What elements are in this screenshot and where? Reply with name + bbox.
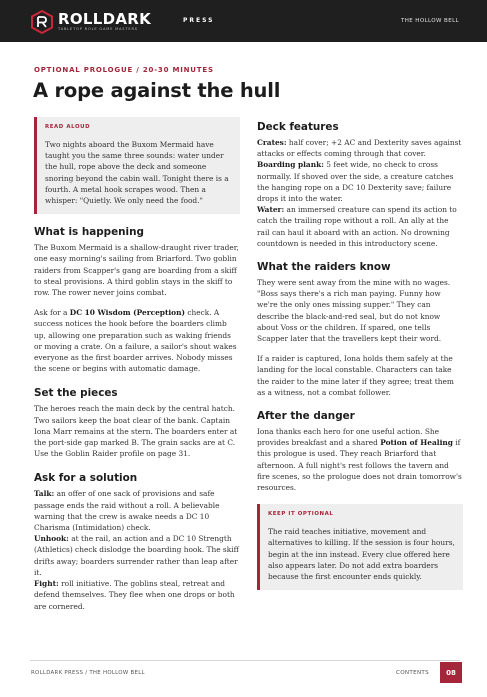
section-set-pieces (34, 386, 240, 459)
right-column (257, 117, 463, 590)
page-title: A rope against the hull (33, 79, 281, 102)
keep-optional-text: The raid teaches initiative, movement and alternatives to killing. If the session is four hours, begin at the inn instead. Every clue offered here also appears later. Do not add extra boarders because the first encounter ends quickly. (268, 527, 455, 582)
keep-optional-label: KEEP IT OPTIONAL (268, 511, 334, 518)
solution-fight: Fight: roll initiative. The goblins steal, retreat and defend themselves. They flee when one drops or both are cornered. (34, 579, 235, 611)
read-aloud-label: READ ALOUD (45, 124, 91, 130)
heading-raiders-know: What the raiders know (257, 261, 391, 274)
keep-optional-box (257, 504, 463, 590)
happening-paragraph-2: Ask for a DC 10 Wisdom (Perception) check. A success notices the hook before the boarders climb up, allowing one preparation such as waking friends or moving a crate. On a failure, a sailor's shout wakes everyone as the first boarder arrives. Nobody misses the scene or begins with automatic damage. (34, 308, 237, 374)
heading-set-pieces: Set the pieces (34, 387, 118, 400)
feature-boarding-plank: Boarding plank: 5 feet wide, no check to cross normally. If shoved over the side, a creature catches the hanging rope on a DC 10 Dexterity save; failure drops it into the water. (257, 160, 454, 204)
read-aloud-box (34, 117, 240, 214)
section-raiders-know (257, 260, 463, 398)
chapter-kicker: OPTIONAL PROLOGUE / 20-30 MINUTES (34, 66, 214, 74)
header-section: PRESS (183, 17, 215, 24)
feature-crates: Crates: half cover; +2 AC and Dexterity saves against attacks or effects coming through that cover. (257, 138, 462, 159)
after-danger-text: Iona thanks each hero for one useful action. She provides breakfast and a shared Potion of Healing if this prologue is used. They reach Briarford that afternoon. A full night's rest follows the tavern and fire scenes, so the prologue does not drain tomorrow's resources. (257, 427, 462, 493)
raiders-paragraph-2: If a raider is captured, Iona holds them safely at the landing for the local constable. Characters can take the raider to the mine later if they agree; treat them as a witness, not a combat follower. (257, 354, 454, 397)
rolldark-logo-icon (30, 10, 54, 34)
raiders-paragraph-1: They were sent away from the mine with no wages. "Boss says there's a rich man paying. Funny how we're the only ones missing supper." They can describe the black-and-red seal, but do not know about Voss or the children. If spared, one tells Scapper later that the travellers kept their word. (257, 278, 451, 344)
footer-book-credit: ROLLDARK PRESS / THE HOLLOW BELL (31, 670, 145, 676)
solution-talk: Talk: an offer of one sack of provisions and safe passage ends the raid without a roll. A believable warning that the crew is awake needs a DC 10 Charisma (Intimidation) check. (34, 489, 220, 533)
read-aloud-text: Two nights aboard the Buxom Mermaid have taught you the same three sounds: water under the hull, rope above the deck and someone snoring beyond the cabin wall. Tonight there is a fourth. A metal hook scrapes wood. Then a whisper: "Quietly. We only need the food." (45, 140, 229, 206)
feature-water: Water: an immersed creature can spend its action to catch the trailing rope without a roll. An ally at the rail can haul it aboard with an action. No drowning countdown is needed in this introductory scene. (257, 205, 457, 248)
left-column (34, 117, 240, 612)
section-solution (34, 471, 240, 611)
contents-link[interactable]: CONTENTS (396, 670, 429, 676)
solution-unhook: Unhook: at the rail, an action and a DC 10 Strength (Athletics) check dislodge the boarding hook. The skiff drifts away; boarders surrender rather than leap after it. (34, 534, 239, 577)
section-after-danger (257, 409, 463, 493)
brand-tagline: TABLETOP ROLE GAME MASTERS (58, 27, 138, 31)
brand-name: ROLLDARK (58, 10, 152, 28)
page-number-badge: 08 (440, 662, 462, 683)
section-deck-features (257, 120, 463, 249)
heading-what-is-happening: What is happening (34, 226, 144, 239)
header-bar (0, 0, 487, 42)
section-what-is-happening (34, 225, 240, 374)
happening-paragraph-1: The Buxom Mermaid is a shallow-draught river trader, one easy morning's sailing from Briarford. Two goblin raiders from Scapper's gang are boarding from a skiff to steal provisions. A third goblin stays in the skiff to row. The rower never joins combat. (34, 243, 239, 298)
header-book-title: THE HOLLOW BELL (400, 18, 459, 24)
perception-check: DC 10 Wisdom (Perception) (69, 308, 185, 318)
potion-of-healing: Potion of Healing (380, 438, 453, 448)
heading-solution: Ask for a solution (34, 472, 138, 485)
heading-after-danger: After the danger (257, 410, 355, 423)
footer-divider (30, 660, 460, 661)
set-pieces-text: The heroes reach the main deck by the central hatch. Two sailors keep the boat clear of the bank. Captain Iona Marr remains at the stern. The boarders enter at the port-side gap marked B. The grain sacks are at C. Use the Goblin Raider profile on page 31. (34, 404, 238, 459)
brand-logo[interactable] (30, 10, 151, 34)
heading-deck-features: Deck features (257, 121, 339, 133)
